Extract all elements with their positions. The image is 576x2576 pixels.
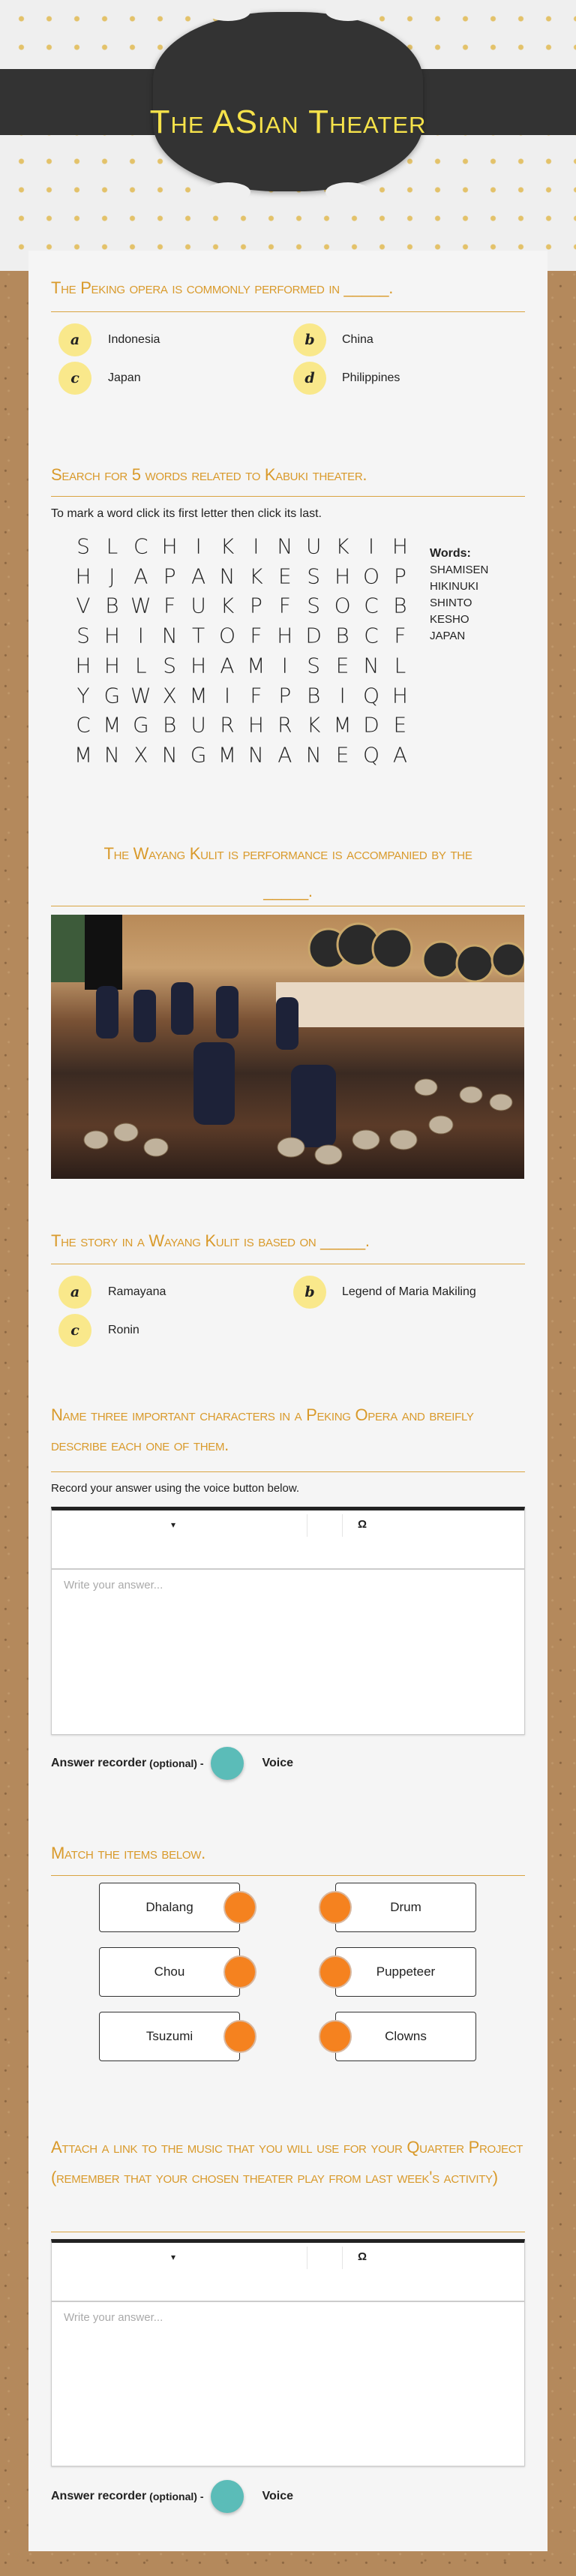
match-connector-handle[interactable] xyxy=(224,1891,256,1924)
worksheet-card xyxy=(28,251,548,2551)
word-search-letter[interactable]: W xyxy=(130,593,152,618)
word-search-letter[interactable]: H xyxy=(392,534,408,559)
match-connector-handle[interactable] xyxy=(319,1891,352,1924)
word-search-letter[interactable]: K xyxy=(220,593,235,618)
option-b-button[interactable]: b xyxy=(293,1276,326,1309)
word-search-letter[interactable]: N xyxy=(248,742,264,768)
word-search-letter[interactable]: C xyxy=(76,712,91,738)
recorder-optional-label: (optional) - xyxy=(149,1757,204,1769)
word-search-letter[interactable]: N xyxy=(161,742,178,768)
option-label[interactable]: Ronin xyxy=(108,1324,140,1336)
answer-textarea[interactable]: Write your answer... xyxy=(64,1579,164,1592)
word-search-letter[interactable]: T xyxy=(192,623,206,648)
toolbar-divider xyxy=(342,2247,343,2269)
word-search-letter[interactable]: F xyxy=(164,593,176,618)
divider xyxy=(51,1875,525,1876)
match-item-right[interactable]: Drum xyxy=(335,1883,476,1932)
word-search-letter[interactable]: D xyxy=(305,623,322,648)
word-search-letter[interactable]: B xyxy=(393,593,407,618)
word-search-letter[interactable]: A xyxy=(191,564,206,589)
match-item-left[interactable]: Chou xyxy=(99,1947,240,1997)
word-search-letter[interactable]: S xyxy=(307,593,321,618)
word-search-letter[interactable]: N xyxy=(363,653,380,678)
word-search-letter[interactable]: L xyxy=(394,653,406,678)
word-search-letter[interactable]: H xyxy=(75,564,92,589)
word-list-item: SHINTO xyxy=(430,597,472,609)
word-search-letter[interactable]: N xyxy=(219,564,236,589)
word-search-letter[interactable]: N xyxy=(277,534,293,559)
recorder-label: Answer recorder xyxy=(51,2490,147,2502)
question-heading: The Wayang Kulit is performance is accompanied by the xyxy=(104,844,472,863)
divider xyxy=(51,496,525,497)
word-search-letter[interactable]: A xyxy=(392,742,407,768)
toolbar-divider xyxy=(307,2247,308,2269)
word-search-letter[interactable]: U xyxy=(190,593,206,618)
question-heading: Match the items below. xyxy=(51,1844,206,1862)
word-search-letter[interactable]: I xyxy=(195,534,202,559)
question-heading: Search for 5 words related to Kabuki theater. xyxy=(51,465,368,484)
answer-textarea[interactable]: Write your answer... xyxy=(64,2311,164,2324)
word-search-letter[interactable]: Q xyxy=(362,683,380,708)
word-search-letter[interactable]: L xyxy=(134,653,147,678)
voice-label: Voice xyxy=(262,1757,293,1769)
editor-toolbar xyxy=(52,2243,524,2302)
word-search-letter[interactable]: J xyxy=(109,564,116,589)
word-search-letter[interactable]: M xyxy=(103,712,122,738)
word-search-letter[interactable]: H xyxy=(190,653,207,678)
match-connector-handle[interactable] xyxy=(319,2020,352,2053)
word-search-letter[interactable]: F xyxy=(250,683,262,708)
toolbar-divider xyxy=(342,1514,343,1537)
word-search-letter[interactable]: L xyxy=(106,534,118,559)
word-search-letter[interactable]: U xyxy=(305,534,322,559)
option-label[interactable]: China xyxy=(342,333,374,346)
word-list-item: HIKINUKI xyxy=(430,580,479,593)
word-search-letter[interactable]: H xyxy=(334,564,351,589)
word-search-letter[interactable]: G xyxy=(132,712,149,738)
option-label[interactable]: Japan xyxy=(108,371,141,384)
word-search-letter[interactable]: N xyxy=(305,742,322,768)
word-search-letter[interactable]: B xyxy=(105,593,119,618)
word-search-letter[interactable]: V xyxy=(76,593,91,618)
voice-label: Voice xyxy=(262,2490,293,2502)
match-item-left[interactable]: Dhalang xyxy=(99,1883,240,1932)
option-label[interactable]: Legend of Maria Makiling xyxy=(342,1285,476,1298)
word-search-letter[interactable]: I xyxy=(137,623,144,648)
word-search-letter[interactable]: U xyxy=(190,712,206,738)
match-connector-handle[interactable] xyxy=(224,2020,256,2053)
word-search-letter[interactable]: O xyxy=(362,564,380,589)
word-search-letter[interactable]: F xyxy=(250,623,262,648)
word-search-letter[interactable]: P xyxy=(393,564,406,589)
word-search-letter[interactable]: F xyxy=(278,593,291,618)
word-list-label: Words: xyxy=(430,547,471,560)
toolbar-divider xyxy=(307,1514,308,1537)
word-search-letter[interactable]: C xyxy=(364,593,379,618)
option-a-button[interactable]: a xyxy=(58,1276,92,1309)
word-search-letter[interactable]: X xyxy=(134,742,148,768)
word-search-letter[interactable]: R xyxy=(220,712,235,738)
divider xyxy=(51,1471,525,1472)
instruction-text: To mark a word click its first letter then click its last. xyxy=(51,507,322,520)
question-heading: Name three important characters in a Peking Opera and breifly describe each one of them. xyxy=(51,1405,474,1454)
voice-record-button[interactable] xyxy=(211,1747,244,1780)
option-c-button[interactable]: c xyxy=(58,362,92,395)
answer-editor xyxy=(51,1507,525,1735)
match-connector-handle[interactable] xyxy=(224,1955,256,1988)
word-search-letter[interactable]: H xyxy=(161,534,178,559)
word-search-letter[interactable]: F xyxy=(394,623,406,648)
word-search-letter[interactable]: K xyxy=(307,712,321,738)
title-badge xyxy=(153,12,423,191)
word-search-letter[interactable]: N xyxy=(161,623,178,648)
word-search-letter[interactable]: S xyxy=(76,623,90,648)
word-search-letter[interactable]: K xyxy=(335,534,350,559)
answer-recorder xyxy=(51,2480,293,2513)
word-search-letter[interactable]: M xyxy=(333,712,352,738)
word-search-letter[interactable]: B xyxy=(307,683,321,708)
word-search-letter[interactable]: I xyxy=(339,683,346,708)
match-item-right[interactable]: Puppeteer xyxy=(335,1947,476,1997)
match-connector-handle[interactable] xyxy=(319,1955,352,1988)
word-search-letter[interactable]: I xyxy=(253,534,260,559)
word-search-letter[interactable]: G xyxy=(190,742,207,768)
word-search-letter[interactable]: K xyxy=(249,564,263,589)
special-character-icon[interactable]: Ω xyxy=(358,2250,368,2263)
word-search-letter[interactable]: C xyxy=(134,534,148,559)
word-search-letter[interactable]: K xyxy=(220,534,235,559)
word-list xyxy=(430,546,490,645)
word-search-letter[interactable]: S xyxy=(307,653,321,678)
word-search-letter[interactable]: H xyxy=(392,683,408,708)
word-search-letter[interactable]: N xyxy=(104,742,120,768)
option-c-button[interactable]: c xyxy=(58,1314,92,1347)
option-label[interactable]: Indonesia xyxy=(108,333,160,346)
question-heading: Attach a link to the music that you will use for your Quarter Project (remember that your chosen theater play from last week's activity) xyxy=(51,2138,524,2187)
word-search-letter[interactable]: S xyxy=(163,653,177,678)
word-search-letter[interactable]: E xyxy=(335,653,350,678)
word-search-letter[interactable]: H xyxy=(248,712,264,738)
voice-record-button[interactable] xyxy=(211,2480,244,2513)
special-character-icon[interactable]: Ω xyxy=(358,1518,368,1531)
word-search-letter[interactable]: G xyxy=(104,683,121,708)
answer-recorder xyxy=(51,1747,293,1780)
page-title: The ASian Theater xyxy=(149,104,427,140)
word-search-letter[interactable]: M xyxy=(247,653,266,678)
word-search-letter[interactable]: P xyxy=(249,593,262,618)
word-list-item: KESHO xyxy=(430,613,470,626)
word-search-letter[interactable]: Q xyxy=(362,742,380,768)
word-search-letter[interactable]: A xyxy=(278,742,292,768)
word-list-item: JAPAN xyxy=(430,630,466,642)
word-search-letter[interactable]: P xyxy=(163,564,176,589)
gamelan-orchestra-photo xyxy=(51,915,524,1179)
format-dropdown-caret-icon[interactable]: ▾ xyxy=(171,1519,176,1530)
option-label[interactable]: Ramayana xyxy=(108,1285,166,1298)
word-search-letter[interactable]: W xyxy=(130,683,152,708)
word-search-letter[interactable]: I xyxy=(224,683,231,708)
word-search-letter[interactable]: O xyxy=(218,623,236,648)
recorder-label: Answer recorder xyxy=(51,1757,147,1769)
word-search-letter[interactable]: I xyxy=(281,653,288,678)
option-b-button[interactable]: b xyxy=(293,323,326,356)
question-heading: The story in a Wayang Kulit is based on _____. xyxy=(51,1231,370,1250)
word-search-letter[interactable]: H xyxy=(104,653,120,678)
question-heading: The Peking opera is commonly performed in _____. xyxy=(51,278,394,297)
word-list-item: SHAMISEN xyxy=(430,564,489,576)
word-search-letter[interactable]: I xyxy=(368,534,375,559)
word-search-letter[interactable]: H xyxy=(277,623,293,648)
divider xyxy=(51,311,525,312)
word-search-letter[interactable]: M xyxy=(218,742,237,768)
word-search-letter[interactable]: A xyxy=(220,653,235,678)
editor-toolbar xyxy=(52,1510,524,1570)
word-search-letter[interactable]: X xyxy=(162,683,177,708)
match-item-left[interactable]: Tsuzumi xyxy=(99,2012,240,2061)
format-dropdown-caret-icon[interactable]: ▾ xyxy=(171,2252,176,2262)
word-search-letter[interactable]: B xyxy=(163,712,177,738)
word-search-letter[interactable]: E xyxy=(393,712,407,738)
word-search-letter[interactable]: S xyxy=(76,534,90,559)
word-search-letter[interactable]: B xyxy=(335,623,350,648)
recorder-optional-label: (optional) - xyxy=(149,2490,204,2502)
word-search-letter[interactable]: O xyxy=(334,593,351,618)
word-search-letter[interactable]: H xyxy=(104,623,120,648)
question-heading-blank: _____. xyxy=(263,882,313,900)
word-search-letter[interactable]: M xyxy=(74,742,93,768)
match-item-right[interactable]: Clowns xyxy=(335,2012,476,2061)
word-search-letter[interactable]: E xyxy=(335,742,350,768)
answer-editor xyxy=(51,2239,525,2466)
option-d-button[interactable]: d xyxy=(293,362,326,395)
word-search-letter[interactable]: C xyxy=(364,623,379,648)
option-a-button[interactable]: a xyxy=(58,323,92,356)
word-search-letter[interactable]: S xyxy=(307,564,321,589)
word-search-letter[interactable]: M xyxy=(189,683,208,708)
word-search-letter[interactable]: A xyxy=(134,564,148,589)
word-search-letter[interactable]: P xyxy=(278,683,292,708)
word-search-letter[interactable]: E xyxy=(278,564,292,589)
word-search-letter[interactable]: Y xyxy=(76,683,90,708)
instruction-text: Record your answer using the voice button below. xyxy=(51,1482,300,1495)
option-label[interactable]: Philippines xyxy=(342,371,400,384)
word-search-letter[interactable]: D xyxy=(363,712,380,738)
word-search-letter[interactable]: H xyxy=(75,653,92,678)
word-search-letter[interactable]: R xyxy=(278,712,292,738)
